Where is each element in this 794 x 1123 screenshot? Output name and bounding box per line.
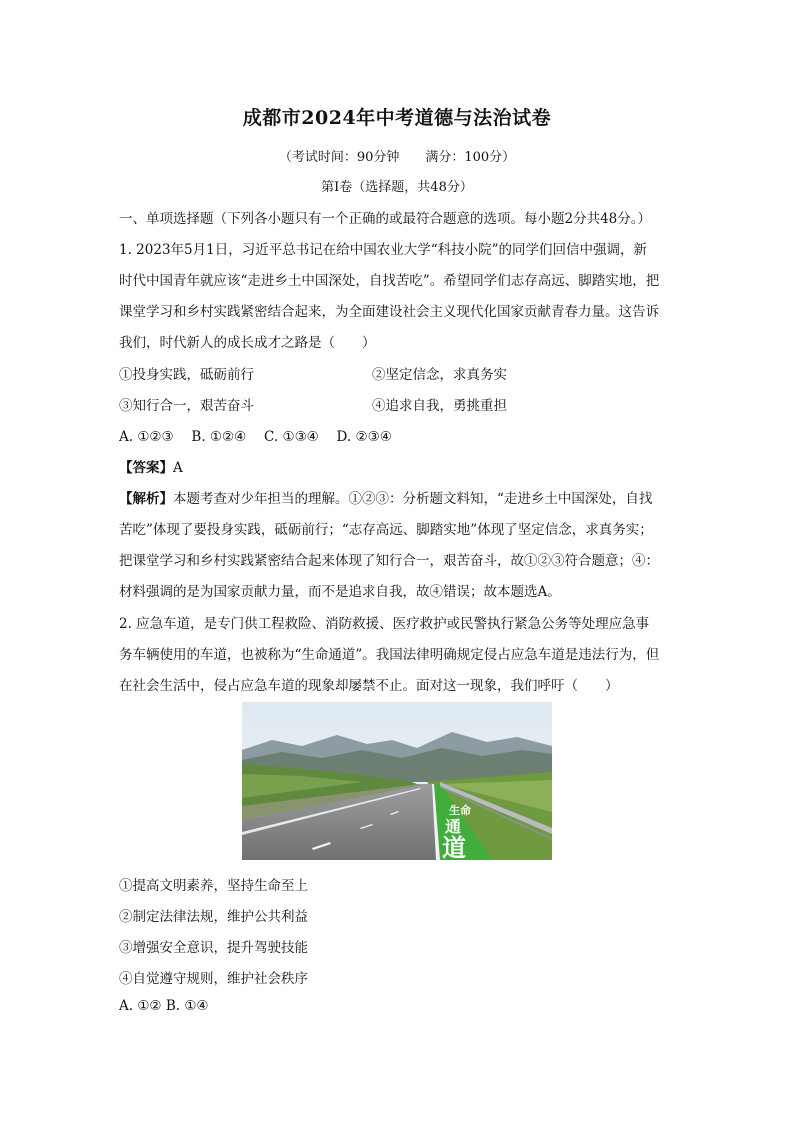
part-heading: 一、单项选择题（下列各小题只有一个正确的或最符合题意的选项。每小题2分共48分。） [119,211,652,227]
q2-option-3: ③增强安全意识，提升驾驶技能 [119,940,308,956]
q1-stem-line-2: 时代中国青年就应该“走进乡土中国深处，自找苦吃”。希望同学们志存高远、脚踏实地，把 [119,273,660,289]
q1-analysis-line-2: 苦吃”体现了要投身实践，砥砺前行；“志存高远、脚踏实地”体现了坚定信念，求真务实； [119,522,653,538]
page-title: 成都市2024年中考道德与法治试卷 [242,107,552,129]
answer-value: A [173,460,183,476]
q1-stem-line-3: 课堂学习和乡村实践紧密结合起来，为全面建设社会主义现代化国家贡献青春力量。这告诉 [119,304,659,320]
q1-analysis-line-3: 把课堂学习和乡村实践紧密结合起来体现了知行合一，艰苦奋斗，故①②③符合题意；④： [119,553,659,569]
q1-analysis-line-1 [119,487,652,507]
q1-stem-line-1: 1. 2023年5月1日，习近平总书记在给中国农业大学“科技小院”的同学们回信中强调，新 [119,242,648,258]
emergency-lane-photo [242,702,552,860]
q1-option-4: ④追求自我，勇挑重担 [372,398,507,414]
analysis-label: 【解析】 [119,491,173,507]
answer-label: 【答案】 [119,460,173,476]
section-title: 第Ⅰ卷（选择题，共48分） [321,180,473,195]
analysis-text: 本题考查对少年担当的理解。①②③：分析题文料知，“走进乡土中国深处，自找 [173,491,653,507]
lane-text-dao: 道 [442,834,466,860]
exam-info: （考试时间：90分钟 满分：100分） [278,150,516,165]
q2-option-2: ②制定法律法规，维护公共利益 [119,909,308,925]
q1-answer [119,456,183,476]
q2-stem-line-1: 2. 应急车道，是专门供工程救险、消防救援、医疗救护或民警执行紧急公务等处理应急事 [119,616,650,632]
q2-stem-line-3: 在社会生活中，侵占应急车道的现象却屡禁不止。面对这一现象，我们呼吁（ ） [119,678,619,694]
lane-text-tong: 通 [445,817,462,836]
lane-text-life: 生命 [449,804,471,817]
q1-choices: A. ①②③ B. ①②④ C. ①③④ D. ②③④ [119,429,392,445]
q1-option-2: ②坚定信念，求真务实 [372,367,507,383]
q1-analysis-line-4: 材料强调的是为国家贡献力量，而不是追求自我，故④错误；故本题选A。 [119,584,561,600]
q1-option-1: ①投身实践，砥砺前行 [119,367,254,383]
q2-choices: A. ①② B. ①④ [119,998,209,1014]
q1-stem-line-4: 我们，时代新人的成长成才之路是（ ） [119,335,376,351]
q1-option-3: ③知行合一，艰苦奋斗 [119,398,254,414]
q2-option-4: ④自觉遵守规则，维护社会秩序 [119,971,308,987]
q2-stem-line-2: 务车辆使用的车道，也被称为“生命通道”。我国法律明确规定侵占应急车道是违法行为，但 [119,647,660,663]
q2-option-1: ①提高文明素养，坚持生命至上 [119,878,308,894]
